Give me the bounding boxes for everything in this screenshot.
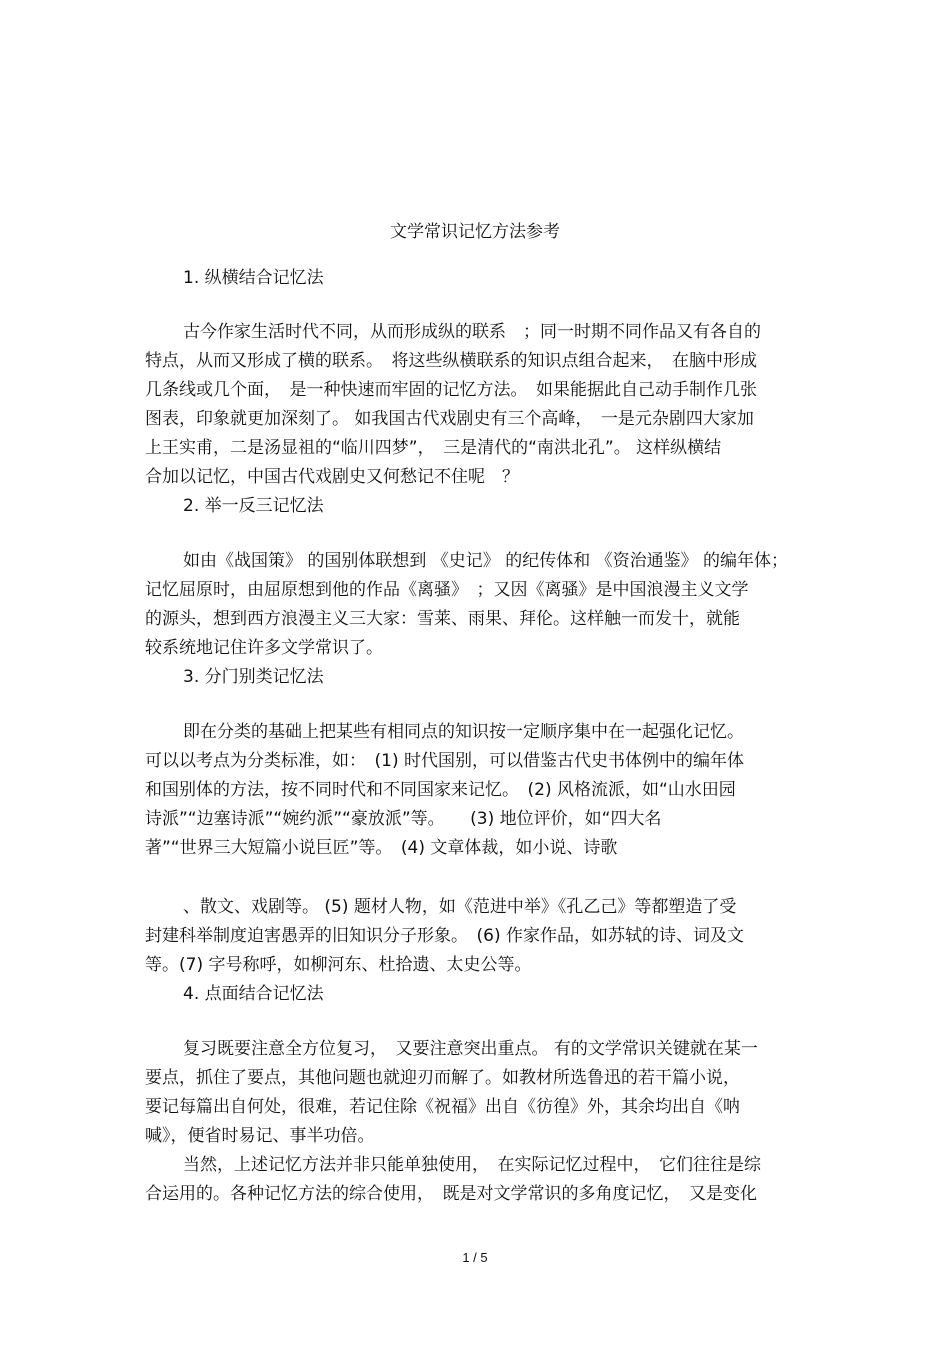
paragraph-line: 较系统地记住许多文学常识了。 — [145, 638, 383, 658]
paragraph-line: 和国别体的方法，按不同时代和不同国家来记忆。 (2) 风格流派，如“山水田园 — [145, 780, 736, 800]
paragraph-line: 合加以记忆，中国古代戏剧史又何愁记不住呢 ？ — [145, 467, 519, 487]
section-heading: 2. 举一反三记忆法 — [183, 496, 324, 516]
paragraph-line: 图表，印象就更加深刻了。 如我国古代戏剧史有三个高峰， 一是元杂剧四大家加 — [145, 409, 754, 429]
paragraph-line: 合运用的。各种记忆方法的综合使用， 既是对文学常识的多角度记忆， 又是变化 — [145, 1184, 757, 1204]
paragraph-line: 古今作家生活时代不同，从而形成纵的联系 ；同一时期不同作品又有各自的 — [183, 322, 761, 342]
paragraph-line: 可以以考点为分类标准，如： (1) 时代国别，可以借鉴古代史书体例中的编年体 — [145, 751, 744, 771]
paragraph-line: 诗派”“边塞诗派”“婉约派”“豪放派”等。 (3) 地位评价，如“四大名 — [145, 809, 662, 829]
paragraph-line: 等。(7) 字号称呼，如柳河东、杜拾遗、太史公等。 — [145, 955, 532, 975]
paragraph-line: 复习既要注意全方位复习， 又要注意突出重点。 有的文学常识关键就在某一 — [183, 1039, 758, 1059]
section-heading: 1. 纵横结合记忆法 — [183, 268, 324, 288]
paragraph-line: 要点，抓住了要点，其他问题也就迎刃而解了。如教材所选鲁迅的若干篇小说， — [145, 1068, 740, 1088]
section-heading: 3. 分门别类记忆法 — [183, 667, 324, 687]
paragraph-line: 特点，从而又形成了横的联系。 将这些纵横联系的知识点组合起来， 在脑中形成 — [145, 351, 757, 371]
paragraph-line: 、散文、戏剧等。 (5) 题材人物，如《范进中举》《孔乙己》等都塑造了受 — [183, 897, 737, 917]
paragraph-line: 要记每篇出自何处，很难，若记住除《祝福》出自《彷徨》外，其余均出自《呐 — [145, 1097, 740, 1117]
paragraph-line: 上王实甫，二是汤显祖的“临川四梦”， 三是清代的“南洪北孔”。 这样纵横结 — [145, 438, 722, 458]
paragraph-line: 喊》，便省时易记、事半功倍。 — [145, 1126, 375, 1146]
paragraph-line: 几条线或几个面， 是一种快速而牢固的记忆方法。 如果能据此自己动手制作几张 — [145, 380, 757, 400]
paragraph-line: 即在分类的基础上把某些有相同点的知识按一定顺序集中在一起强化记忆。 — [183, 722, 744, 742]
paragraph-line: 著”“世界三大短篇小说巨匠”等。 (4) 文章体裁，如小说、诗歌 — [145, 838, 618, 858]
page-indicator: 1 / 5 — [462, 1250, 488, 1265]
section-heading: 4. 点面结合记忆法 — [183, 984, 324, 1004]
document-title: 文学常识记忆方法参考 — [390, 222, 560, 242]
paragraph-line: 封建科举制度迫害愚弄的旧知识分子形象。 (6) 作家作品，如苏轼的诗、词及文 — [145, 926, 744, 946]
paragraph-line: 记忆屈原时，由屈原想到他的作品《离骚》 ；又因《离骚》是中国浪漫主义文学 — [145, 580, 749, 600]
paragraph-line: 当然，上述记忆方法并非只能单独使用， 在实际记忆过程中， 它们往往是综 — [183, 1155, 761, 1175]
paragraph-line: 如由《战国策》 的国别体联想到 《史记》 的纪传体和 《资治通鉴》 的编年体； — [183, 551, 789, 571]
paragraph-line: 的源头，想到西方浪漫主义三大家：雪莱、雨果、拜伦。这样触一而发十，就能 — [145, 609, 740, 629]
